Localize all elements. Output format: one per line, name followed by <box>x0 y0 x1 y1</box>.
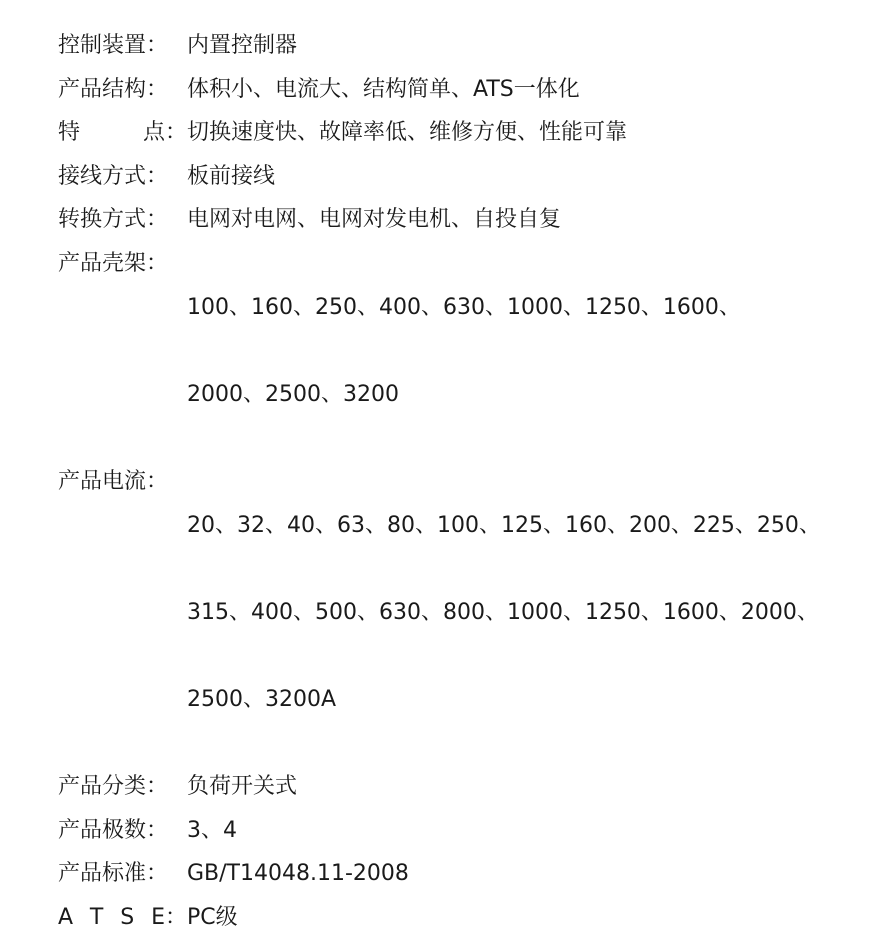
spec-label: 产品标准： <box>58 861 169 887</box>
spec-value: 内置控制器 <box>187 33 298 58</box>
spec-label: 产品分类： <box>58 774 169 800</box>
spec-row-structure <box>58 68 878 112</box>
spec-value: 电网对电网、电网对发电机、自投自复 <box>187 207 562 233</box>
spec-label-part: 特 <box>58 120 81 146</box>
spec-label: 控制装置： <box>58 33 169 58</box>
spec-label-part: E： <box>151 904 187 930</box>
spec-value-line: 2000、2500、3200 <box>187 381 399 407</box>
spec-row-standard <box>58 852 878 896</box>
spec-value: 3、4 <box>187 817 237 843</box>
spec-value: 体积小、电流大、结构简单、ATS一体化 <box>187 76 580 102</box>
spec-value <box>187 242 878 460</box>
spec-value-line: 315、400、500、630、800、1000、1250、1600、2000、 <box>187 599 819 625</box>
spec-label: 转换方式： <box>58 207 169 233</box>
spec-row-current <box>58 460 878 765</box>
spec-value: 板前接线 <box>187 163 276 189</box>
spec-value-line: 100、160、250、400、630、1000、1250、1600、 <box>187 294 741 320</box>
spec-row-category <box>58 765 878 809</box>
spec-row-control-device <box>58 24 878 68</box>
spec-row-frame <box>58 242 878 460</box>
spec-row-wiring <box>58 155 878 199</box>
spec-value <box>187 460 878 765</box>
spec-label <box>58 111 187 155</box>
spec-value-line: 2500、3200A <box>187 686 337 712</box>
spec-label-part: T <box>89 904 104 930</box>
spec-row-atse <box>58 896 878 939</box>
spec-list <box>58 24 878 939</box>
spec-label <box>58 896 187 939</box>
spec-label-part: 点： <box>142 120 187 146</box>
spec-row-transfer-mode <box>58 198 878 242</box>
spec-row-features <box>58 111 878 155</box>
spec-label: 产品壳架： <box>58 250 169 276</box>
spec-value-line: 20、32、40、63、80、100、125、160、200、225、250、 <box>187 512 821 538</box>
spec-value: 切换速度快、故障率低、维修方便、性能可靠 <box>187 120 628 146</box>
spec-label: 产品结构： <box>58 76 169 102</box>
spec-label-part: A <box>58 904 74 930</box>
spec-label-part: S <box>120 904 135 930</box>
spec-value: PC级 <box>187 904 238 930</box>
spec-value: 负荷开关式 <box>187 774 298 800</box>
spec-label: 接线方式： <box>58 163 169 189</box>
spec-row-poles <box>58 809 878 853</box>
spec-label: 产品极数： <box>58 817 169 843</box>
spec-value: GB/T14048.11-2008 <box>187 861 409 887</box>
spec-label: 产品电流： <box>58 468 169 494</box>
